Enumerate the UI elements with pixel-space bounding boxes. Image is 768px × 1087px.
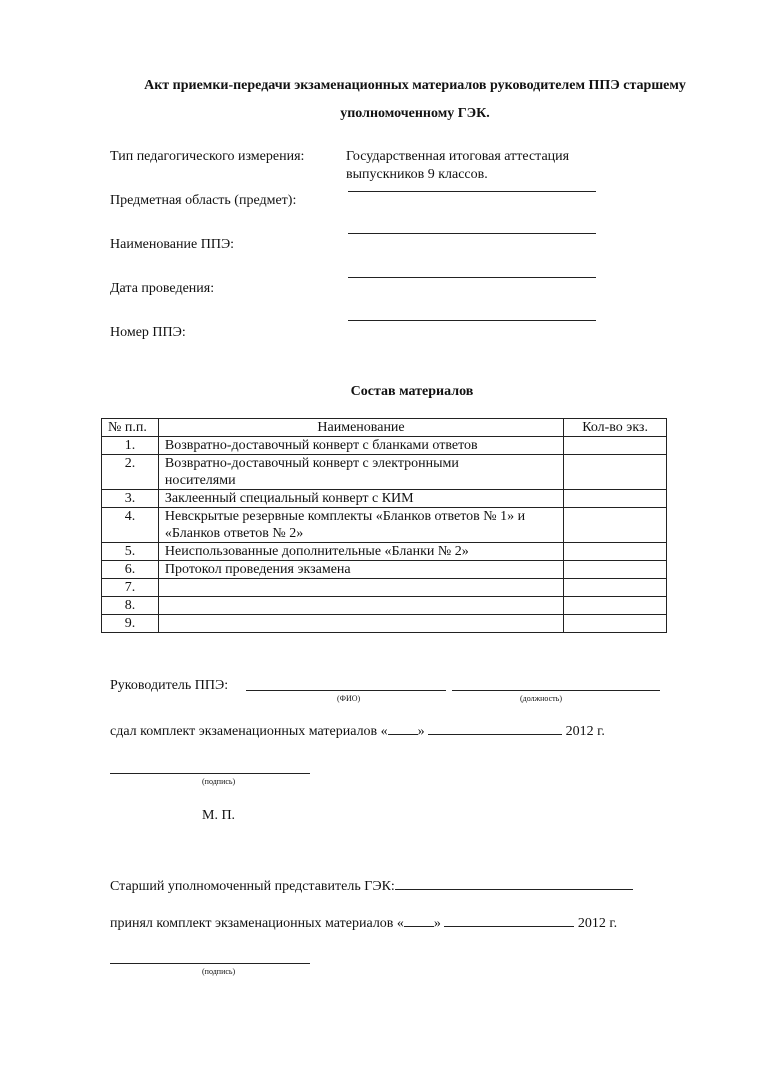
field-label-date: Дата проведения: [110,281,215,296]
stamp-placeholder: М. П. [202,808,236,823]
document-title [110,72,720,128]
row-name[interactable] [158,597,563,615]
row-name: Неиспользованные дополнительные «Бланки № 2» [158,543,563,561]
table-row [102,543,667,561]
row-number: 1. [102,437,159,455]
row-quantity[interactable] [564,579,667,597]
row-name: Заклеенный специальный конверт с КИМ [158,490,563,508]
accepted-text-start: принял комплект экзаменационных материалов « [110,916,404,931]
row-quantity[interactable] [564,490,667,508]
head-position-blank-line[interactable] [452,690,660,691]
header-quantity: Кол-во экз. [564,419,667,437]
table-row [102,561,667,579]
ppe-name-blank-line[interactable] [348,233,596,234]
row-name: Возвратно-доставочный конверт с электронными носителями [158,455,563,490]
materials-section-title: Состав материалов [350,384,474,399]
field-label-ppe-number: Номер ППЭ: [110,325,186,340]
row-name: Невскрытые резервные комплекты «Бланков ответов № 1» и «Бланков ответов № 2» [158,508,563,543]
subject-blank-line[interactable] [348,191,596,192]
title-line-1: Акт приемки-передачи экзаменационных материалов руководителем ППЭ старшему [144,78,686,93]
fio-caption: (ФИО) [337,694,361,703]
table-header-row [102,419,667,437]
field-value-test-type [346,148,606,184]
field-label-ppe-name: Наименование ППЭ: [110,237,235,252]
signature-caption-1: (подпись) [202,777,236,786]
test-type-line-1: Государственная итоговая аттестация [346,149,570,164]
row-name: Возвратно-доставочный конверт с бланками ответов [158,437,563,455]
row-quantity[interactable] [564,615,667,633]
table-row [102,490,667,508]
handed-text-mid: » [417,724,425,739]
materials-table [101,418,667,633]
row-name[interactable] [158,615,563,633]
accepted-year: 2012 г. [577,916,618,931]
accepted-line [110,914,617,933]
row-name: Протокол проведения экзамена [158,561,563,579]
handed-over-line [110,722,605,741]
accepted-month-blank[interactable] [444,914,574,927]
row-number: 3. [102,490,159,508]
handed-text-start: сдал комплект экзаменационных материалов « [110,724,388,739]
table-row [102,508,667,543]
row-quantity[interactable] [564,437,667,455]
field-label-subject: Предметная область (предмет): [110,193,297,208]
field-label-test-type: Тип педагогического измерения: [110,149,305,164]
handed-day-blank[interactable] [388,722,418,735]
position-caption: (должность) [520,694,562,703]
header-name: Наименование [158,419,563,437]
header-number: № п.п. [102,419,159,437]
senior-label: Старший уполномоченный представитель ГЭК: [110,879,395,894]
row-number: 8. [102,597,159,615]
ppe-number-blank-line[interactable] [348,320,596,321]
row-number: 5. [102,543,159,561]
head-fio-blank-line[interactable] [246,690,446,691]
row-quantity[interactable] [564,597,667,615]
signature-caption-2: (подпись) [202,967,236,976]
row-number: 6. [102,561,159,579]
test-type-line-2: выпускников 9 классов. [346,167,488,182]
row-number: 9. [102,615,159,633]
row-name[interactable] [158,579,563,597]
signature-blank-line-1[interactable] [110,773,310,774]
handed-year: 2012 г. [565,724,605,739]
table-row [102,437,667,455]
date-blank-line[interactable] [348,277,596,278]
table-row [102,455,667,490]
senior-name-blank[interactable] [395,877,633,890]
title-line-2: уполномоченному ГЭК. [340,106,490,121]
row-quantity[interactable] [564,543,667,561]
row-quantity[interactable] [564,561,667,579]
head-ppe-label: Руководитель ППЭ: [110,678,229,693]
table-row [102,579,667,597]
accepted-day-blank[interactable] [404,914,434,927]
row-number: 4. [102,508,159,543]
row-quantity[interactable] [564,455,667,490]
row-number: 2. [102,455,159,490]
senior-representative-line [110,877,633,896]
table-row [102,597,667,615]
table-row [102,615,667,633]
signature-blank-line-2[interactable] [110,963,310,964]
row-number: 7. [102,579,159,597]
handed-month-blank[interactable] [428,722,562,735]
row-quantity[interactable] [564,508,667,543]
accepted-text-mid: » [433,916,441,931]
